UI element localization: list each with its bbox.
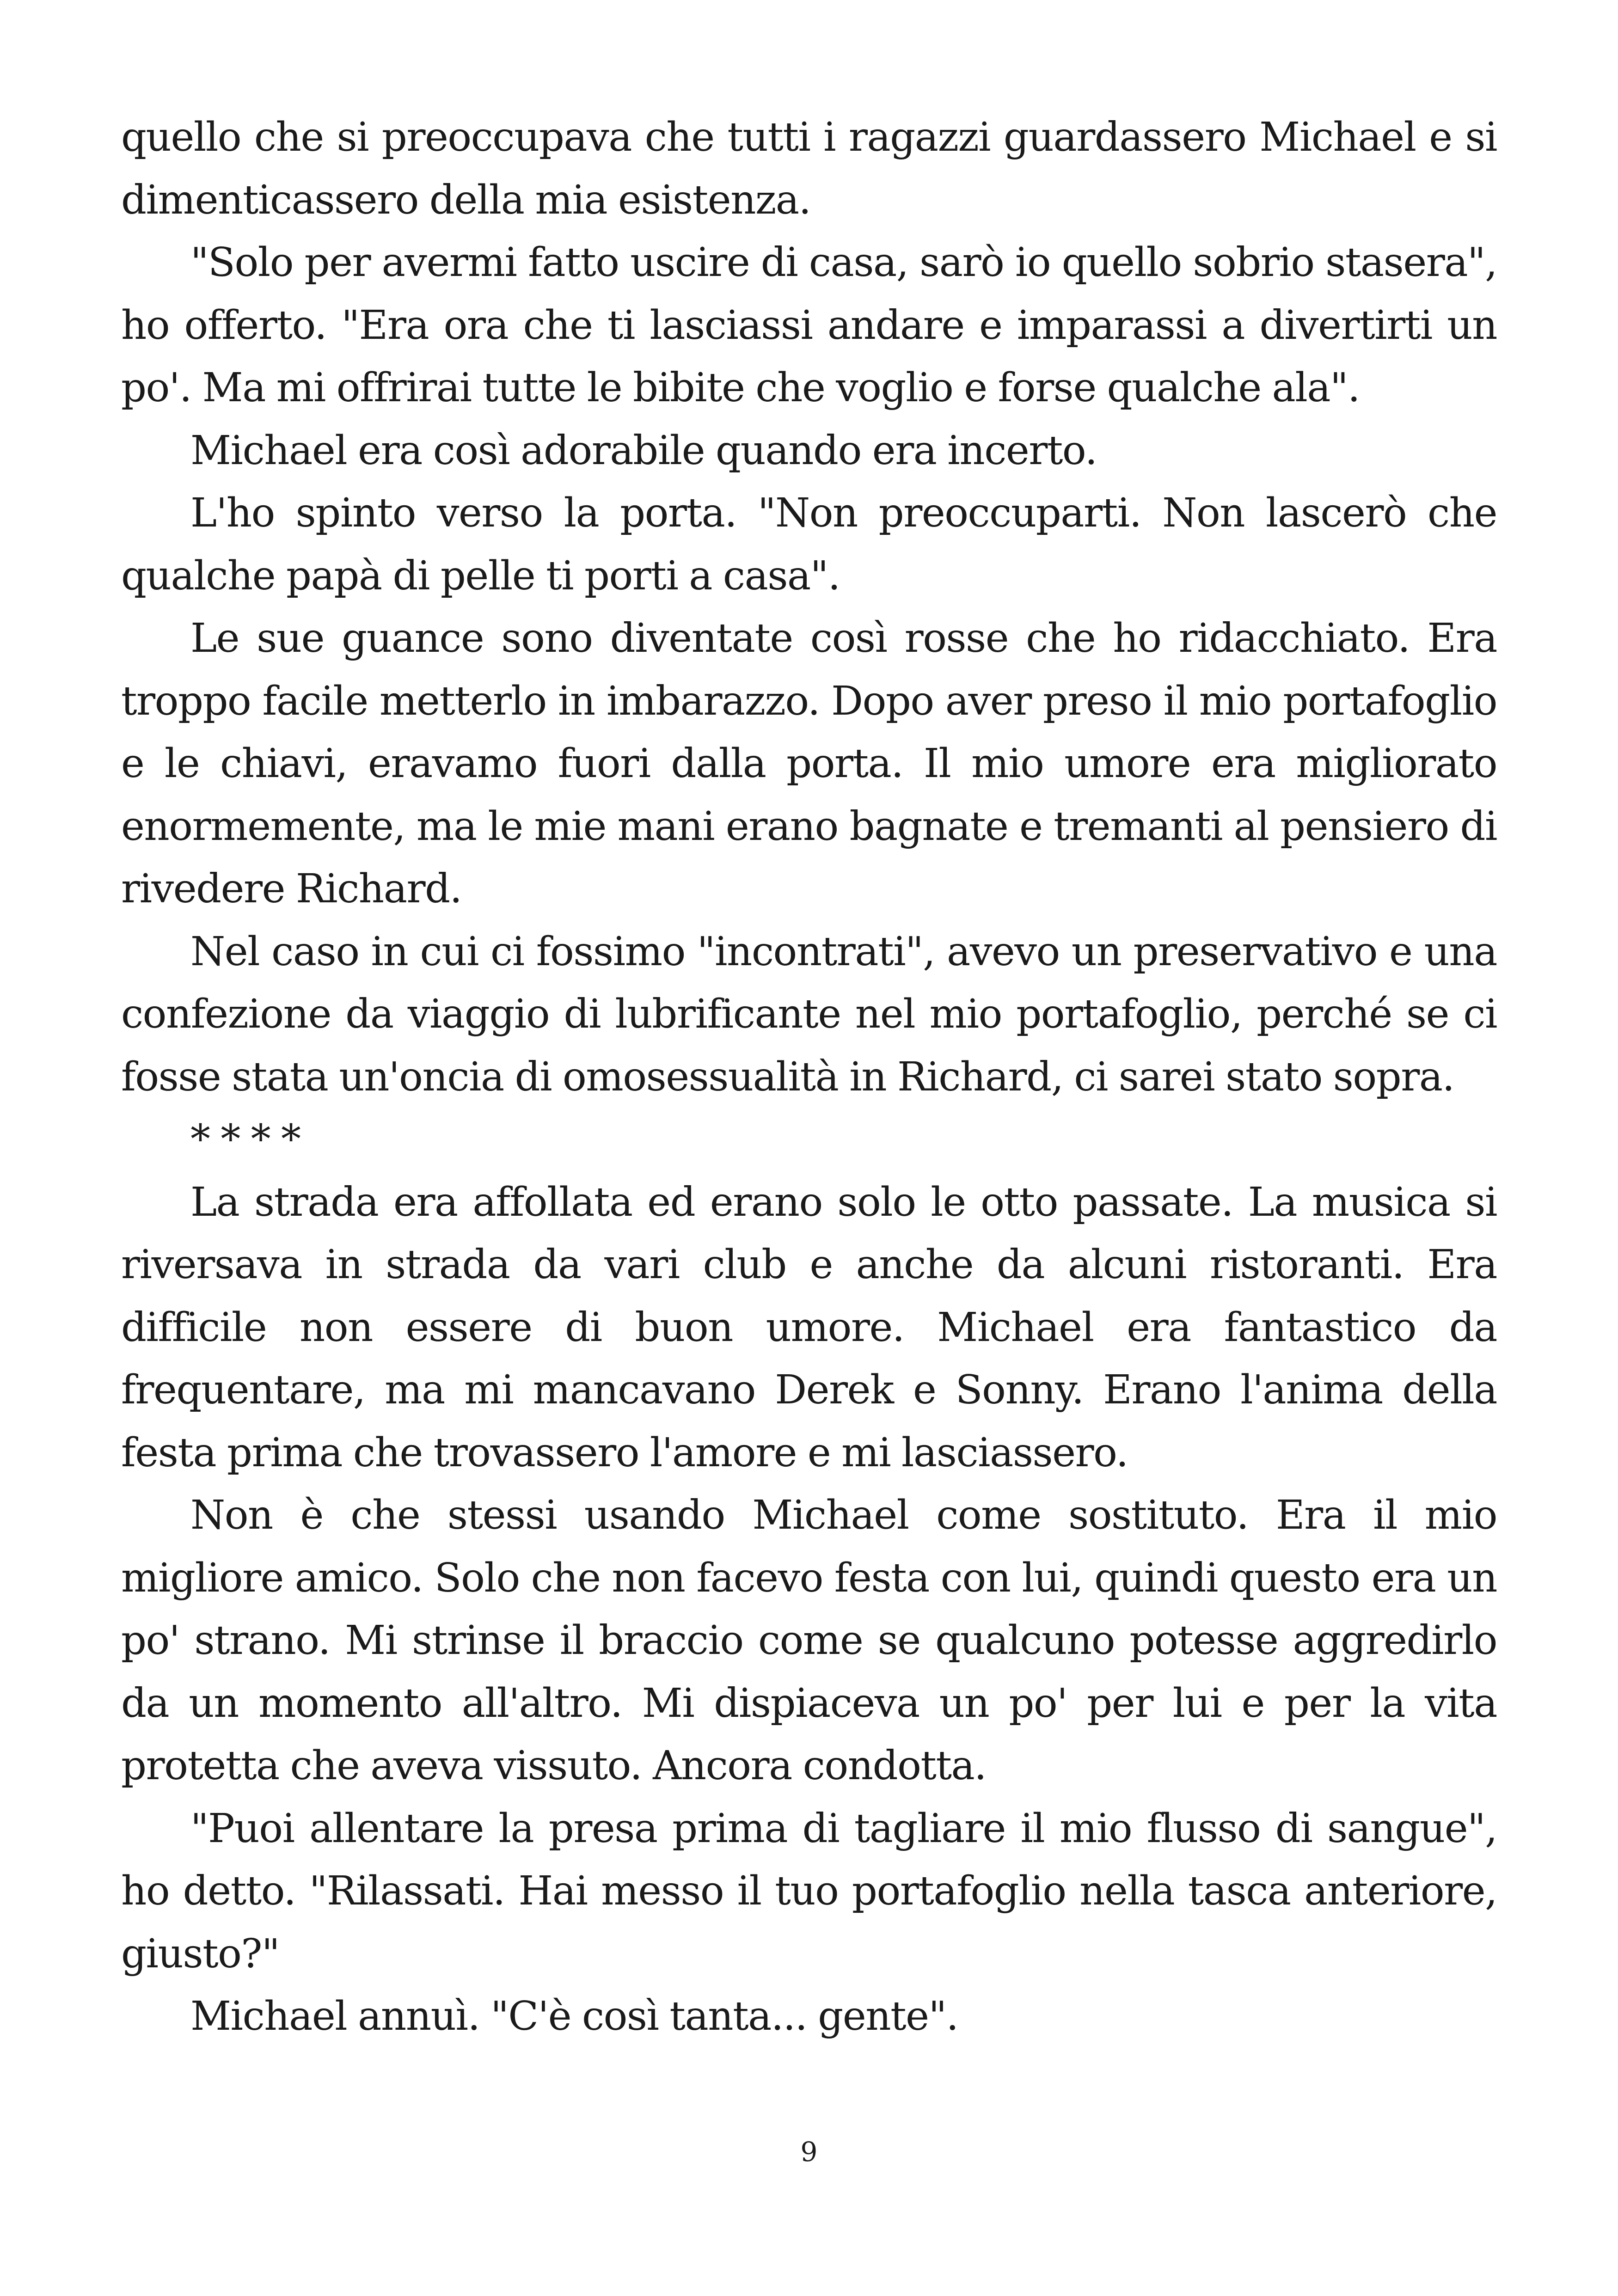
paragraph-9: "Puoi allentare la presa prima di tagliare il mio flusso di sangue", ho detto. "Rilassati. Hai messo il tuo portafoglio nella tasca anteriore, giusto?"	[121, 1805, 1497, 1977]
paragraph-1: quello che si preoccupava che tutti i ragazzi guardassero Michael e si dimenticassero della mia esistenza.	[121, 114, 1497, 223]
scene-break: * * * *	[190, 1116, 300, 1163]
paragraph-2: "Solo per avermi fatto uscire di casa, sarò io quello sobrio stasera", ho offerto. "Era ora che ti lasciassi andare e imparassi a divertirti un po'. Ma mi offrirai tutte le bibite che voglio e forse qualche ala".	[121, 239, 1497, 411]
paragraph-3: Michael era così adorabile quando era incerto.	[190, 427, 1097, 474]
paragraph-4: L'ho spinto verso la porta. "Non preoccuparti. Non lascerò che qualche papà di pelle ti porti a casa".	[121, 490, 1497, 599]
paragraph-8: Non è che stessi usando Michael come sostituto. Era il mio migliore amico. Solo che non facevo festa con lui, quindi questo era un po' strano. Mi strinse il braccio come se qualcuno potesse aggredirlo da un momento all'altro. Mi dispiaceva un po' per lui e per la vita protetta che aveva vissuto. Ancora condotta.	[121, 1492, 1497, 1789]
paragraph-6: Nel caso in cui ci fossimo "incontrati", avevo un preservativo e una confezione da viaggio di lubrificante nel mio portafoglio, perché se ci fosse stata un'oncia di omosessualità in Richard, ci sarei stato sopra.	[121, 928, 1497, 1100]
paragraph-5: Le sue guance sono diventate così rosse che ho ridacchiato. Era troppo facile metterlo in imbarazzo. Dopo aver preso il mio portafoglio e le chiavi, eravamo fuori dalla porta. Il mio umore era migliorato enormemente, ma le mie mani erano bagnate e tremanti al pensiero di rivedere Richard.	[121, 615, 1497, 912]
paragraph-7: La strada era affollata ed erano solo le otto passate. La musica si riversava in strada da vari club e anche da alcuni ristoranti. Era difficile non essere di buon umore. Michael era fantastico da frequentare, ma mi mancavano Derek e Sonny. Erano l'anima della festa prima che trovassero l'amore e mi lasciassero.	[121, 1179, 1497, 1476]
paragraph-10: Michael annuì. "C'è così tanta... gente".	[190, 1993, 958, 2039]
page-number: 9	[800, 2136, 818, 2167]
body-text	[121, 106, 1497, 2048]
